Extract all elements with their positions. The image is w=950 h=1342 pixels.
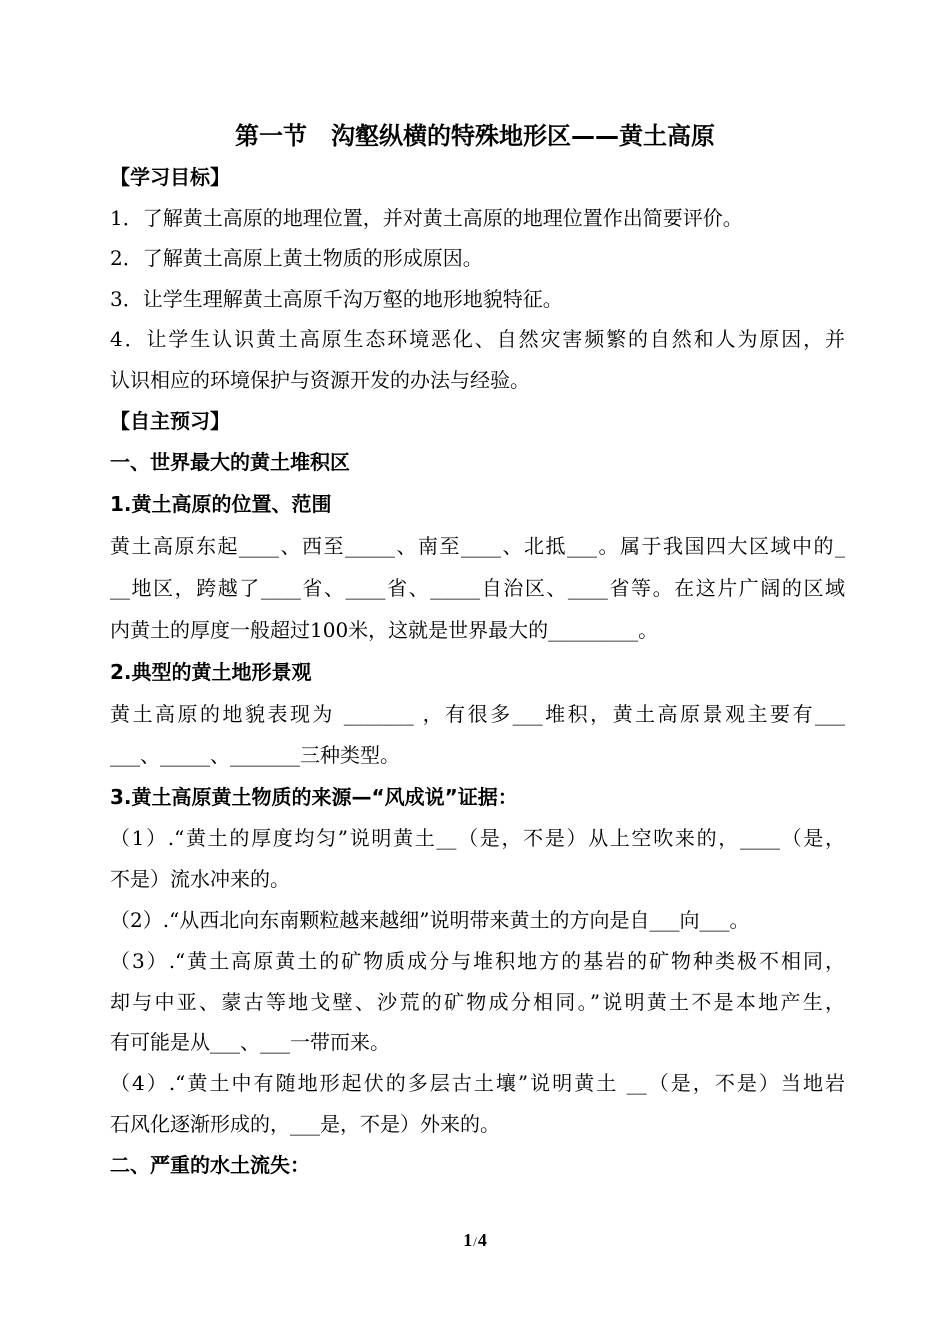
fill-blank-text: ___、_____、_______三种类型。 [110,743,400,767]
section-heading-preview: 【自主预习】 [110,409,230,433]
part-heading-one: 一、世界最大的黄土堆积区 [110,450,350,474]
objective-item-continued: 认识相应的环境保护与资源开发的办法与经验。 [110,368,530,392]
page-separator: / [473,1234,477,1249]
evidence-item-continued: 不是）流水冲来的。 [110,867,290,891]
fill-blank-text: 黄土高原的地貌表现为 _______ ，有很多___堆积，黄土高原景观主要有___ [110,702,845,726]
objective-item: 2．了解黄土高原上黄土物质的形成原因。 [110,246,483,270]
objective-item: 3．让学生理解黄土高原千沟万壑的地形地貌特征。 [110,287,563,311]
section-heading-objectives: 【学习目标】 [110,165,230,189]
fill-blank-text: 黄土高原东起____、西至_____、南至____、北抵___。属于我国四大区域中的_ [110,534,845,558]
evidence-item-continued: 却与中亚、蒙古等地戈壁、沙荒的矿物成分相同。”说明黄土不是本地产生， [110,990,845,1014]
page-number [0,1227,950,1255]
evidence-item-continued: 有可能是从___、___一带而来。 [110,1030,390,1054]
objective-item: 4．让学生认识黄土高原生态环境恶化、自然灾害频繁的自然和人为原因，并 [110,327,845,351]
evidence-item: （1）.“黄土的厚度均匀”说明黄土__（是，不是）从上空吹来的，____（是， [110,826,845,850]
subheading-wind-theory: 3.黄土高原黄土物质的来源—“风成说”证据： [110,785,518,809]
objective-item: 1．了解黄土高原的地理位置，并对黄土高原的地理位置作出简要评价。 [110,206,743,230]
evidence-item-continued: 石风化逐渐形成的，___是，不是）外来的。 [110,1112,500,1136]
subheading-location: 1.黄土高原的位置、范围 [110,492,332,516]
page-title: 第一节 沟壑纵横的特殊地形区——黄土高原 [235,122,715,150]
part-heading-two: 二、严重的水土流失： [110,1153,310,1177]
evidence-item: （3）.“黄土高原黄土的矿物质成分与堆积地方的基岩的矿物种类极不相同， [110,949,845,973]
subheading-landscape: 2.典型的黄土地形景观 [110,660,312,684]
fill-blank-text: 内黄土的厚度一般超过100米，这就是世界最大的_________。 [110,618,659,642]
page-current: 1 [463,1230,473,1250]
page-total: 4 [477,1230,487,1250]
evidence-item: （2）.“从西北向东南颗粒越来越细”说明带来黄土的方向是自___向___。 [110,908,750,932]
fill-blank-text: __地区，跨越了____省、____省、_____自治区、____省等。在这片广阔的区域 [110,576,845,600]
evidence-item: （4）.“黄土中有随地形起伏的多层古土壤”说明黄土 __（是，不是）当地岩 [110,1071,845,1095]
